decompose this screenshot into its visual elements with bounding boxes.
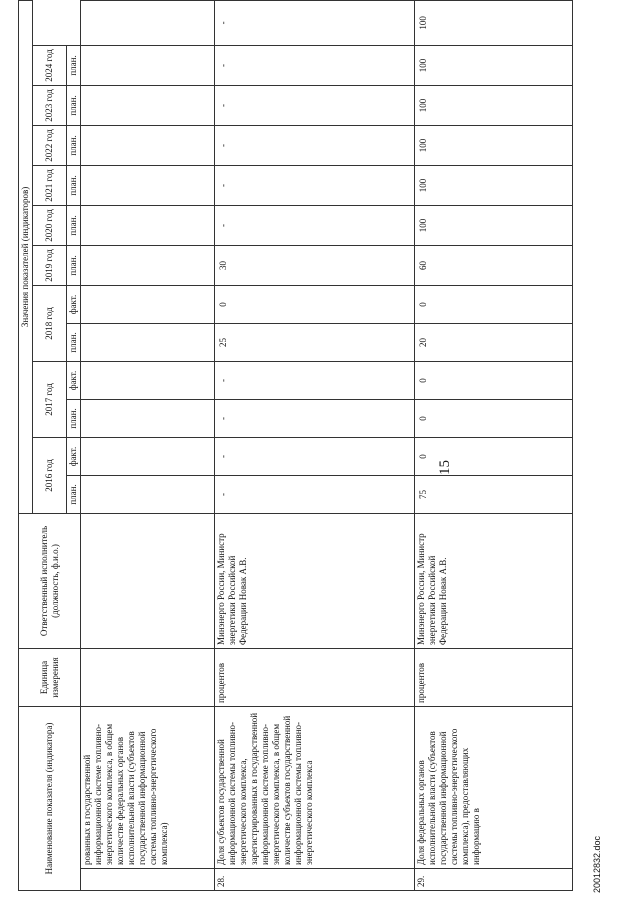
value-cell: 60	[415, 245, 573, 285]
responsible-cell: Минэнерго России, Министр энергетики Российской Федерации Новак А.В.	[415, 513, 573, 648]
responsible-cell	[81, 513, 215, 648]
value-cell: -	[215, 165, 415, 205]
year-2022: 2022 год	[33, 125, 67, 165]
value-cell: 75	[415, 475, 573, 513]
year-2017: 2017 год	[33, 361, 67, 437]
value-cell: 0	[415, 361, 573, 399]
value-cell: 30	[215, 245, 415, 285]
responsible-cell: Минэнерго России, Министр энергетики Российской Федерации Новак А.В.	[215, 513, 415, 648]
value-cell: -	[215, 399, 415, 437]
value-cell: -	[215, 85, 415, 125]
value-cell: -	[215, 205, 415, 245]
value-cell	[81, 125, 215, 165]
value-cell	[81, 399, 215, 437]
row-number	[81, 869, 215, 891]
unit-cell: процентов	[415, 648, 573, 706]
value-cell	[81, 0, 215, 45]
value-cell	[81, 285, 215, 323]
header-unit: Единица измерения	[19, 648, 81, 706]
plan-2021: план.	[67, 165, 81, 205]
value-cell: -	[215, 437, 415, 475]
plan-2020: план.	[67, 205, 81, 245]
value-cell: -	[215, 361, 415, 399]
plan-2017: план.	[67, 399, 81, 437]
indicators-table	[18, 0, 573, 891]
unit-cell: процентов	[215, 648, 415, 706]
value-cell	[81, 85, 215, 125]
value-cell: 100	[415, 0, 573, 45]
year-2016: 2016 год	[33, 437, 67, 513]
value-cell: 0	[415, 437, 573, 475]
value-cell: 0	[215, 285, 415, 323]
table-row	[215, 0, 415, 890]
plan-2024: план.	[67, 45, 81, 85]
indicator-name: рованных в государственной информационной системе топливно-энергетического комплекса, в общем количестве федеральных органов исполнительной власти (субъектов государственной информационной системы топливно-энергетического комплекса)	[81, 706, 215, 868]
plan-2018: план.	[67, 323, 81, 361]
page-number: 15	[437, 460, 453, 475]
indicator-name: Доля федеральных органов исполнительной власти (субъектов государственной информационной системы топливно-энергетического комплекса), предоставляющих информацию в	[415, 706, 573, 868]
value-cell	[81, 205, 215, 245]
value-cell: -	[215, 0, 415, 45]
value-cell	[81, 323, 215, 361]
plan-2022: план.	[67, 125, 81, 165]
header-row-1	[19, 0, 33, 890]
year-2021: 2021 год	[33, 165, 67, 205]
unit-cell	[81, 648, 215, 706]
value-cell: 0	[415, 285, 573, 323]
value-cell: 100	[415, 125, 573, 165]
year-2019: 2019 год	[33, 245, 67, 285]
value-cell: 25	[215, 323, 415, 361]
value-cell	[81, 45, 215, 85]
plan-2023: план.	[67, 85, 81, 125]
year-2024: 2024 год	[33, 45, 67, 85]
table-row	[415, 0, 573, 890]
header-name: Наименование показателя (индикатора)	[19, 706, 81, 890]
fact-2016: факт.	[67, 437, 81, 475]
fact-2017: факт.	[67, 361, 81, 399]
value-cell	[81, 245, 215, 285]
value-cell: -	[215, 125, 415, 165]
header-values-group: Значения показателей (индикаторов)	[19, 0, 33, 513]
row-number: 29.	[415, 869, 573, 891]
table-row	[81, 0, 215, 890]
value-cell: 0	[415, 399, 573, 437]
fact-2018: факт.	[67, 285, 81, 323]
year-2020: 2020 год	[33, 205, 67, 245]
value-cell: 20	[415, 323, 573, 361]
value-cell: 100	[415, 85, 573, 125]
value-cell	[81, 475, 215, 513]
year-2023: 2023 год	[33, 85, 67, 125]
value-cell: 100	[415, 45, 573, 85]
value-cell: 100	[415, 165, 573, 205]
header-responsible: Ответственный исполнитель (должность, ф.и.о.)	[19, 513, 81, 648]
value-cell	[81, 437, 215, 475]
year-2018: 2018 год	[33, 285, 67, 361]
value-cell: -	[215, 475, 415, 513]
value-cell: -	[215, 45, 415, 85]
plan-2016: план.	[67, 475, 81, 513]
row-number: 28.	[215, 869, 415, 891]
value-cell	[81, 361, 215, 399]
indicator-name: Доля субъектов государственной информационной системы топливно-энергетического комплекса, зарегистрированных в государственной информационной системе топливно-энергетического комплекса, в общем количестве субъектов государственной информационной системы топливно-энергетического комплекса	[215, 706, 415, 868]
plan-2019: план.	[67, 245, 81, 285]
document-code: 20012832.doc	[592, 835, 602, 893]
value-cell: 100	[415, 205, 573, 245]
value-cell	[81, 165, 215, 205]
